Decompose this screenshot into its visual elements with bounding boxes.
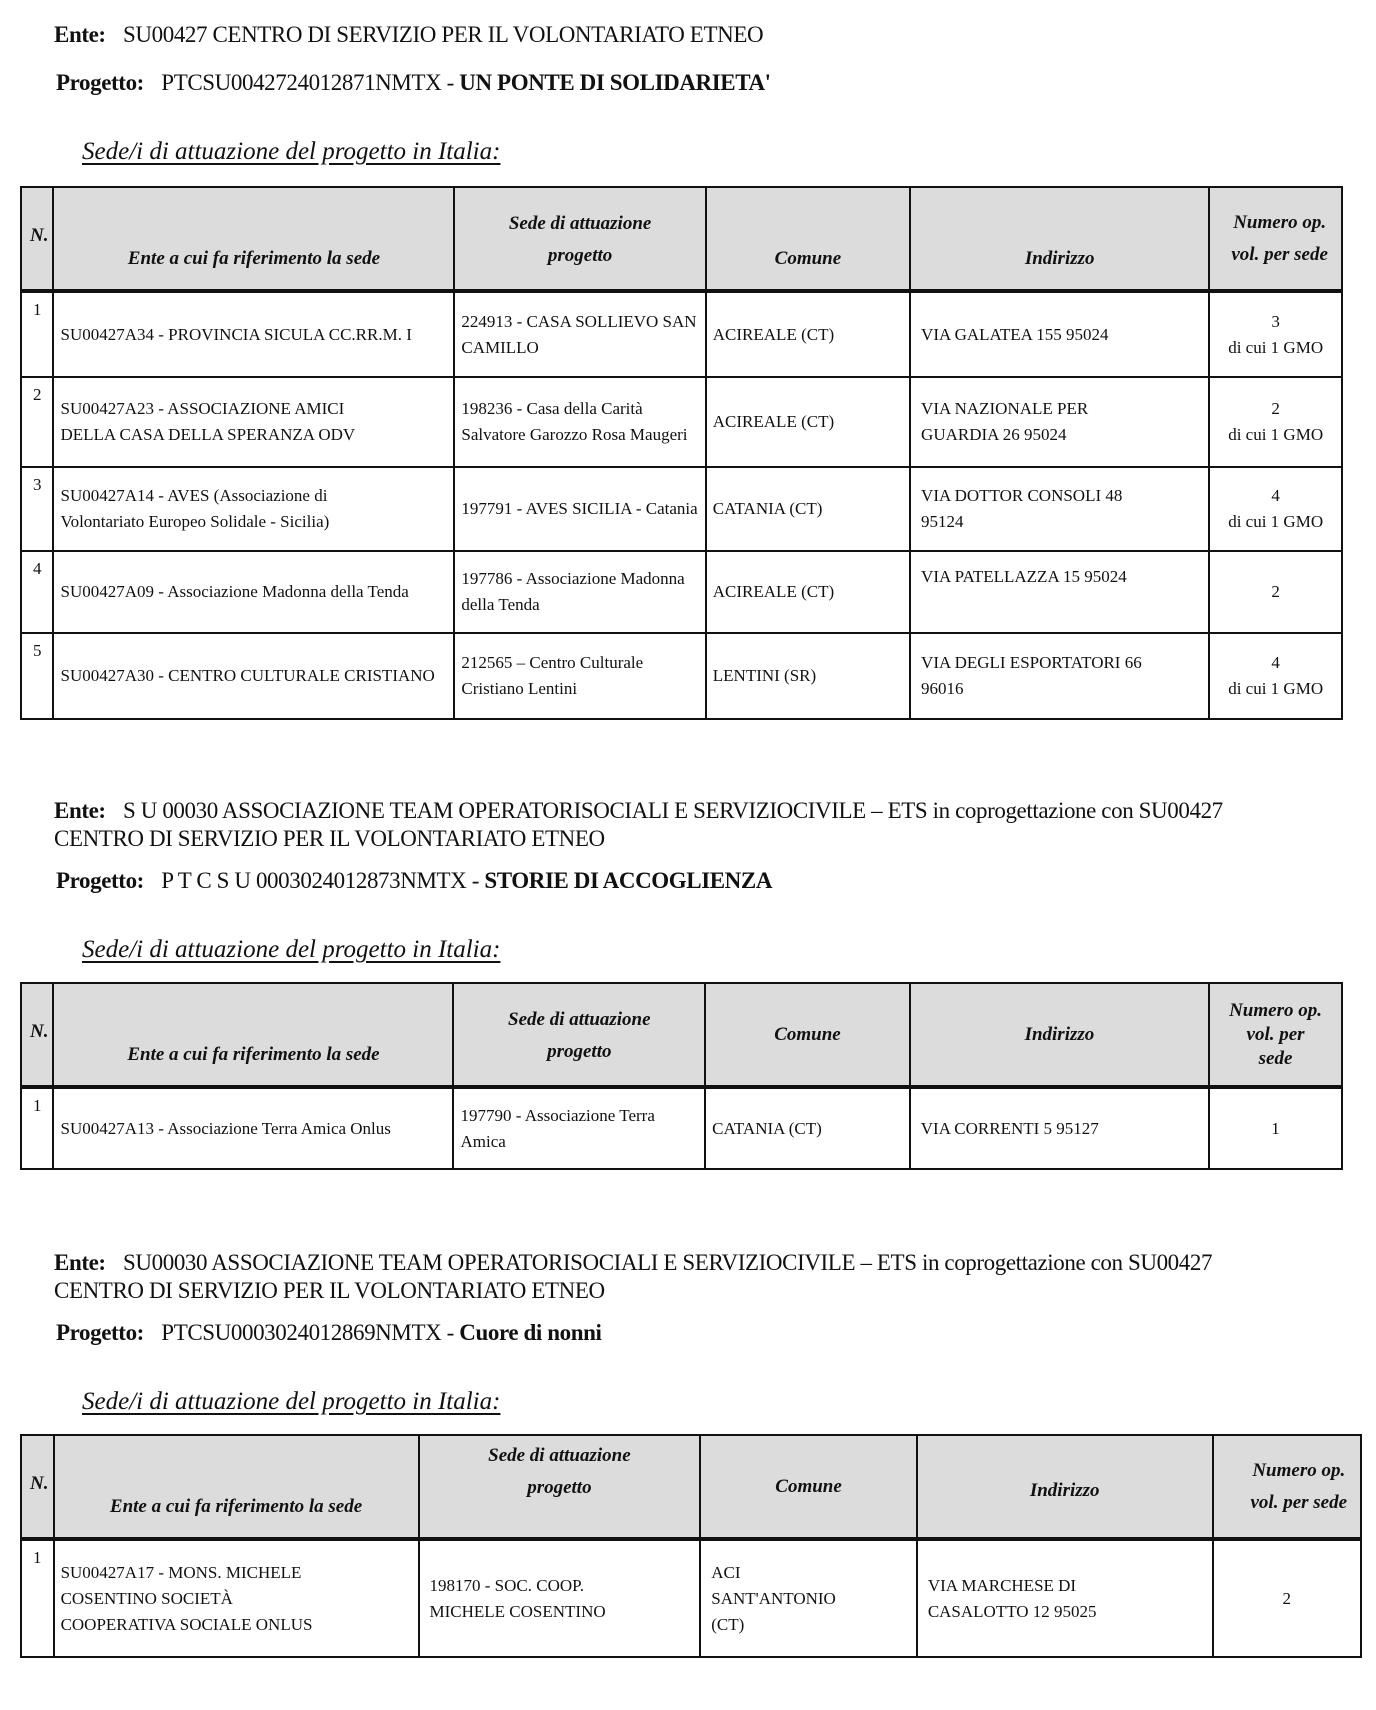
- ente-line: [54, 22, 763, 48]
- ente-text-2: CENTRO DI SERVIZIO PER IL VOLONTARIATO ETNEO: [54, 826, 605, 851]
- row-number: 3: [21, 467, 53, 551]
- row-ente: SU00427A34 - PROVINCIA SICULA CC.RR.M. I: [53, 291, 454, 377]
- row-ente: SU00427A23 - ASSOCIAZIONE AMICI DELLA CASA DELLA SPERANZA ODV: [53, 377, 454, 467]
- header-indirizzo: Indirizzo: [917, 1435, 1213, 1539]
- row-number: 1: [21, 1087, 53, 1169]
- row-numero: [1209, 633, 1342, 719]
- header-ente: Ente a cui fa riferimento la sede: [53, 187, 454, 291]
- progetto-line: [56, 868, 772, 894]
- row-number: 5: [21, 633, 53, 719]
- ente-label: Ente:: [54, 22, 106, 47]
- progetto-title: UN PONTE DI SOLIDARIETA': [459, 70, 771, 95]
- header-comune: Comune: [705, 983, 910, 1087]
- row-number: 4: [21, 551, 53, 633]
- header-numero: Numero op. vol. per sede: [1209, 983, 1342, 1087]
- header-sede: Sede di attuazione progetto: [454, 187, 705, 291]
- ente-line-2: [54, 1278, 605, 1304]
- ente-line: [54, 1250, 1212, 1276]
- table-row: [21, 467, 1342, 551]
- row-ente: SU00427A17 - MONS. MICHELE COSENTINO SOCIETÀ COOPERATIVA SOCIALE ONLUS: [54, 1539, 419, 1657]
- header-n: N.: [21, 187, 53, 291]
- row-comune: ACIREALE (CT): [706, 551, 910, 633]
- table-row: [21, 377, 1342, 467]
- row-indirizzo: VIA CORRENTI 5 95127: [910, 1087, 1209, 1169]
- row-number: 1: [21, 1539, 54, 1657]
- row-numero-value: 2: [1271, 399, 1280, 418]
- row-numero: [1209, 377, 1342, 467]
- row-gmo: di cui 1 GMO: [1228, 425, 1324, 444]
- row-comune: ACI SANT'ANTONIO (CT): [700, 1539, 917, 1657]
- row-numero: [1209, 551, 1342, 633]
- row-ente: SU00427A13 - Associazione Terra Amica Onlus: [53, 1087, 453, 1169]
- row-numero-value: 4: [1271, 653, 1280, 672]
- row-numero: [1209, 291, 1342, 377]
- ente-text-2: CENTRO DI SERVIZIO PER IL VOLONTARIATO ETNEO: [54, 1278, 605, 1303]
- header-ente: Ente a cui fa riferimento la sede: [54, 1435, 419, 1539]
- row-comune: CATANIA (CT): [705, 1087, 910, 1169]
- ente-line: [54, 798, 1223, 824]
- table-row: [21, 291, 1342, 377]
- row-sede: 197790 - Associazione Terra Amica: [453, 1087, 705, 1169]
- row-numero-value: 2: [1271, 582, 1280, 601]
- ente-line-2: [54, 826, 605, 852]
- row-numero-value: 1: [1271, 1118, 1280, 1138]
- header-comune: Comune: [706, 187, 910, 291]
- progetto-label: Progetto:: [56, 1320, 144, 1345]
- table-row: [21, 1539, 1361, 1657]
- row-numero-value: 4: [1271, 486, 1280, 505]
- progetto-code: PTCSU0042724012871NMTX -: [161, 70, 454, 95]
- row-indirizzo: VIA DOTTOR CONSOLI 48 95124: [910, 467, 1209, 551]
- header-sede: Sede di attuazione progetto: [453, 983, 705, 1087]
- row-numero-value: 3: [1271, 311, 1280, 331]
- row-sede: 224913 - CASA SOLLIEVO SAN CAMILLO: [454, 291, 705, 377]
- row-numero-value: 2: [1282, 1588, 1292, 1608]
- row-numero: [1209, 467, 1342, 551]
- subtitle: Sede/i di attuazione del progetto in Italia:: [82, 936, 501, 963]
- table-header-row: [21, 983, 1342, 1087]
- progetto-code: P T C S U 0003024012873NMTX -: [161, 868, 479, 893]
- row-comune: ACIREALE (CT): [706, 291, 910, 377]
- row-indirizzo: VIA GALATEA 155 95024: [910, 291, 1209, 377]
- row-ente: SU00427A30 - CENTRO CULTURALE CRISTIANO: [53, 633, 454, 719]
- row-gmo: di cui 1 GMO: [1228, 679, 1324, 698]
- header-n: N.: [21, 983, 53, 1087]
- ente-text: S U 00030 ASSOCIAZIONE TEAM OPERATORISOCIALI E SERVIZIOCIVILE – ETS in coprogettazione con SU00427: [123, 798, 1223, 823]
- header-indirizzo: Indirizzo: [910, 983, 1209, 1087]
- header-numero: Numero op. vol. per sede: [1209, 187, 1342, 291]
- row-gmo: di cui 1 GMO: [1228, 337, 1324, 357]
- row-comune: CATANIA (CT): [706, 467, 910, 551]
- row-gmo: di cui 1 GMO: [1228, 512, 1324, 531]
- sedi-table: [20, 1434, 1362, 1658]
- ente-text: SU00030 ASSOCIAZIONE TEAM OPERATORISOCIALI E SERVIZIOCIVILE – ETS in coprogettazione con SU00427: [123, 1250, 1213, 1275]
- table-row: [21, 633, 1342, 719]
- row-sede: 212565 – Centro Culturale Cristiano Lentini: [454, 633, 705, 719]
- row-number: 1: [21, 291, 53, 377]
- row-number: 2: [21, 377, 53, 467]
- row-numero: [1209, 1087, 1342, 1169]
- progetto-code: PTCSU0003024012869NMTX -: [161, 1320, 454, 1345]
- row-indirizzo: VIA MARCHESE DI CASALOTTO 12 95025: [917, 1539, 1213, 1657]
- ente-label: Ente:: [54, 798, 106, 823]
- progetto-title: STORIE DI ACCOGLIENZA: [484, 868, 773, 893]
- progetto-label: Progetto:: [56, 70, 144, 95]
- subtitle: Sede/i di attuazione del progetto in Italia:: [82, 1388, 501, 1415]
- subtitle: Sede/i di attuazione del progetto in Italia:: [82, 138, 501, 165]
- header-n: N.: [21, 1435, 54, 1539]
- row-indirizzo: VIA NAZIONALE PER GUARDIA 26 95024: [910, 377, 1209, 467]
- header-sede: Sede di attuazione progetto: [419, 1435, 701, 1539]
- table-header-row: [21, 187, 1342, 291]
- row-ente: SU00427A14 - AVES (Associazione di Volontariato Europeo Solidale - Sicilia): [53, 467, 454, 551]
- row-sede: 197786 - Associazione Madonna della Tenda: [454, 551, 705, 633]
- row-sede: 198236 - Casa della Carità Salvatore Garozzo Rosa Maugeri: [454, 377, 705, 467]
- row-sede: 197791 - AVES SICILIA - Catania: [454, 467, 705, 551]
- row-comune: ACIREALE (CT): [706, 377, 910, 467]
- table-row: [21, 551, 1342, 633]
- header-ente: Ente a cui fa riferimento la sede: [53, 983, 453, 1087]
- row-ente: SU00427A09 - Associazione Madonna della Tenda: [53, 551, 454, 633]
- progetto-title: Cuore di nonni: [459, 1320, 602, 1345]
- table-header-row: [21, 1435, 1361, 1539]
- row-numero: [1213, 1539, 1361, 1657]
- table-row: [21, 1087, 1342, 1169]
- sedi-table: [20, 186, 1343, 720]
- row-indirizzo: VIA DEGLI ESPORTATORI 66 96016: [910, 633, 1209, 719]
- ente-text: SU00427 CENTRO DI SERVIZIO PER IL VOLONTARIATO ETNEO: [123, 22, 764, 47]
- header-numero: Numero op. vol. per sede: [1213, 1435, 1361, 1539]
- progetto-label: Progetto:: [56, 868, 144, 893]
- sedi-table: [20, 982, 1343, 1170]
- row-indirizzo: VIA PATELLAZZA 15 95024: [910, 551, 1209, 633]
- progetto-line: [56, 70, 771, 96]
- header-indirizzo: Indirizzo: [910, 187, 1209, 291]
- progetto-line: [56, 1320, 602, 1346]
- row-comune: LENTINI (SR): [706, 633, 910, 719]
- ente-label: Ente:: [54, 1250, 106, 1275]
- row-sede: 198170 - SOC. COOP. MICHELE COSENTINO: [419, 1539, 701, 1657]
- header-comune: Comune: [700, 1435, 917, 1539]
